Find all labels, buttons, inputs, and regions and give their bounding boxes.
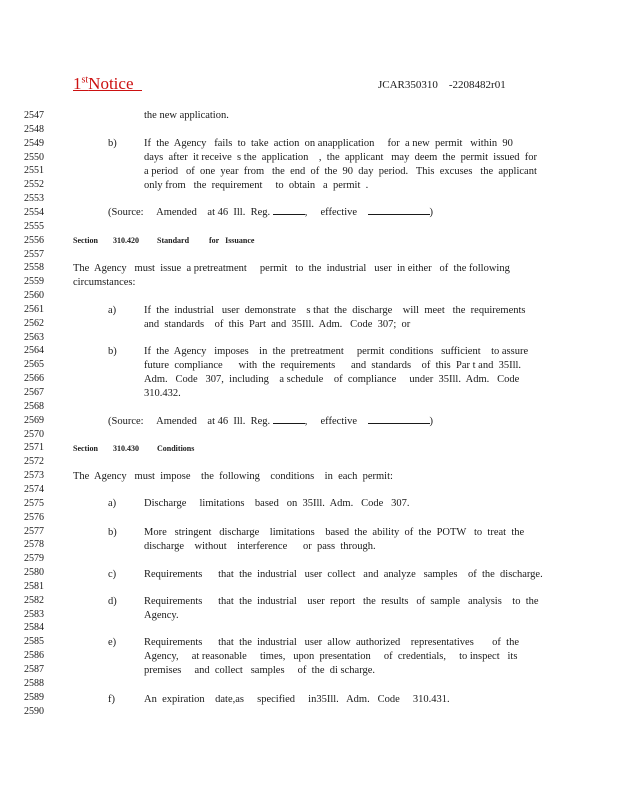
register-blank [273,423,305,424]
line-number: 2570 [24,428,44,440]
paragraph-line: The Agency must impose the following conditions in each permit: [73,471,393,482]
paragraph-line: If the industrial user demonstrate s that the discharge will meet the requirements [144,305,526,316]
register-blank [273,214,305,215]
line-number: 2574 [24,483,44,495]
paragraph-line: If the Agency fails to take action on anapplication for a new permit within 90 [144,138,513,149]
line-number: 2565 [24,359,44,371]
line-number: 2580 [24,567,44,579]
item-label-b: b) [108,138,117,149]
source-end: ) [429,207,434,218]
item-label-b: b) [108,346,117,357]
section-number: 310.420 [113,236,139,245]
paragraph-line: only from the requirement to obtain a permit . [144,180,369,191]
notice-header [73,74,142,94]
paragraph-line: 310.432. [144,388,181,399]
line-number: 2560 [24,290,44,302]
section-heading [73,236,255,245]
line-number: 2587 [24,664,44,675]
item-label-a: a) [108,305,117,316]
line-number: 2563 [24,331,44,343]
section-title: Conditions [157,444,195,453]
line-number: 2582 [24,594,44,606]
line-number: 2557 [24,248,44,260]
line-number: 2573 [24,470,44,482]
paragraph-line: Requirements that the industrial user report the results of sample analysis to the [144,596,539,607]
section-number: 310.430 [113,444,139,453]
paragraph-line: days after it receive s the application , the applicant may deem the permit issued for [144,152,538,163]
effective-blank [368,214,430,215]
paragraph-line: More stringent discharge limitations based the ability of the POTW to treat the [144,527,525,538]
item-label: a) [108,498,117,509]
section-heading [73,444,195,453]
line-number: 2550 [24,151,44,163]
line-number: 2579 [24,553,44,565]
line-number: 2586 [24,650,44,662]
line-number: 2556 [24,234,44,246]
section-label: Section [73,444,98,453]
line-number: 2588 [24,677,44,689]
paragraph-line: a period of one year from the end of the 90 day period. This excuses the applicant [144,166,537,177]
line-number: 2585 [24,636,44,648]
line-number: 2575 [24,497,44,509]
effective-blank [368,423,430,424]
line-number: 2555 [24,220,44,232]
paragraph-line: future compliance with the requirements and standards of this Par t and 35Ill. [144,360,522,371]
paragraph-line: Requirements that the industrial user collect and analyze samples of the discharge. [144,569,543,580]
line-number: 2567 [24,387,44,398]
paragraph-line: circumstances: [73,277,136,288]
paragraph-line: Agency. [144,610,179,621]
section-title: Standard for Issuance [157,236,255,245]
paragraph-line: Discharge limitations based on 35Ill. Adm. Code 307. [144,498,410,509]
line-number: 2577 [24,525,44,537]
line-number: 2552 [24,179,44,191]
jcar-code: JCAR350310 -2208482r01 [378,79,506,91]
line-number: 2571 [24,442,44,454]
line-number: 2566 [24,373,44,385]
line-number: 2576 [24,511,44,523]
item-label: b) [108,527,117,538]
line-number: 2572 [24,456,44,468]
continuation-line: the new application. [144,110,229,121]
line-number: 2583 [24,608,44,620]
source-mid: , effective [304,207,358,218]
source-prefix: (Source: Amended at 46 Ill. Reg. [108,416,271,427]
item-label: c) [108,569,117,580]
paragraph-line: Requirements that the industrial user allow authorized representatives of the [144,637,519,648]
line-number: 2581 [24,580,44,592]
paragraph-line: Agency, at reasonable times, upon presentation of credentials, to inspect its [144,651,518,662]
line-number: 2558 [24,262,44,274]
line-number: 2553 [24,193,44,205]
line-number: 2589 [24,691,44,703]
item-label: e) [108,637,117,648]
item-label: f) [108,694,115,705]
line-number: 2569 [24,414,44,426]
paragraph-line: Adm. Code 307, including a schedule of compliance under 35Ill. Adm. Code [144,374,520,385]
paragraph-line: If the Agency imposes in the pretreatment permit conditions sufficient to assure [144,346,529,357]
line-number: 2564 [24,345,44,357]
line-number: 2547 [24,110,44,121]
notice-ordinal: st [81,74,89,86]
line-number: 2554 [24,206,44,218]
source-mid: , effective [304,416,358,427]
line-number: 2590 [24,705,44,717]
section-label: Section [73,236,98,245]
line-number: 2551 [24,165,44,177]
source-note [108,415,433,429]
paragraph-line: premises and collect samples of the di scharge. [144,665,376,676]
paragraph-line: and standards of this Part and 35Ill. Adm. Code 307; or [144,319,411,330]
line-number: 2549 [24,137,44,149]
line-number: 2584 [24,622,44,634]
source-end: ) [429,416,434,427]
paragraph-line: An expiration date,as specified in35Ill. Adm. Code 310.431. [144,694,450,705]
paragraph-line: discharge without interference or pass through. [144,541,376,552]
source-note [108,206,433,220]
paragraph-line: The Agency must issue a pretreatment permit to the industrial user in either of the following [73,263,510,274]
line-number: 2559 [24,276,44,288]
line-number: 2548 [24,123,44,135]
notice-number: 1 [73,74,82,93]
source-prefix: (Source: Amended at 46 Ill. Reg. [108,207,271,218]
notice-word: Notice [88,74,134,93]
line-number: 2578 [24,539,44,551]
line-number: 2561 [24,303,44,315]
line-number: 2568 [24,400,44,412]
item-label: d) [108,596,117,607]
line-number: 2562 [24,317,44,329]
